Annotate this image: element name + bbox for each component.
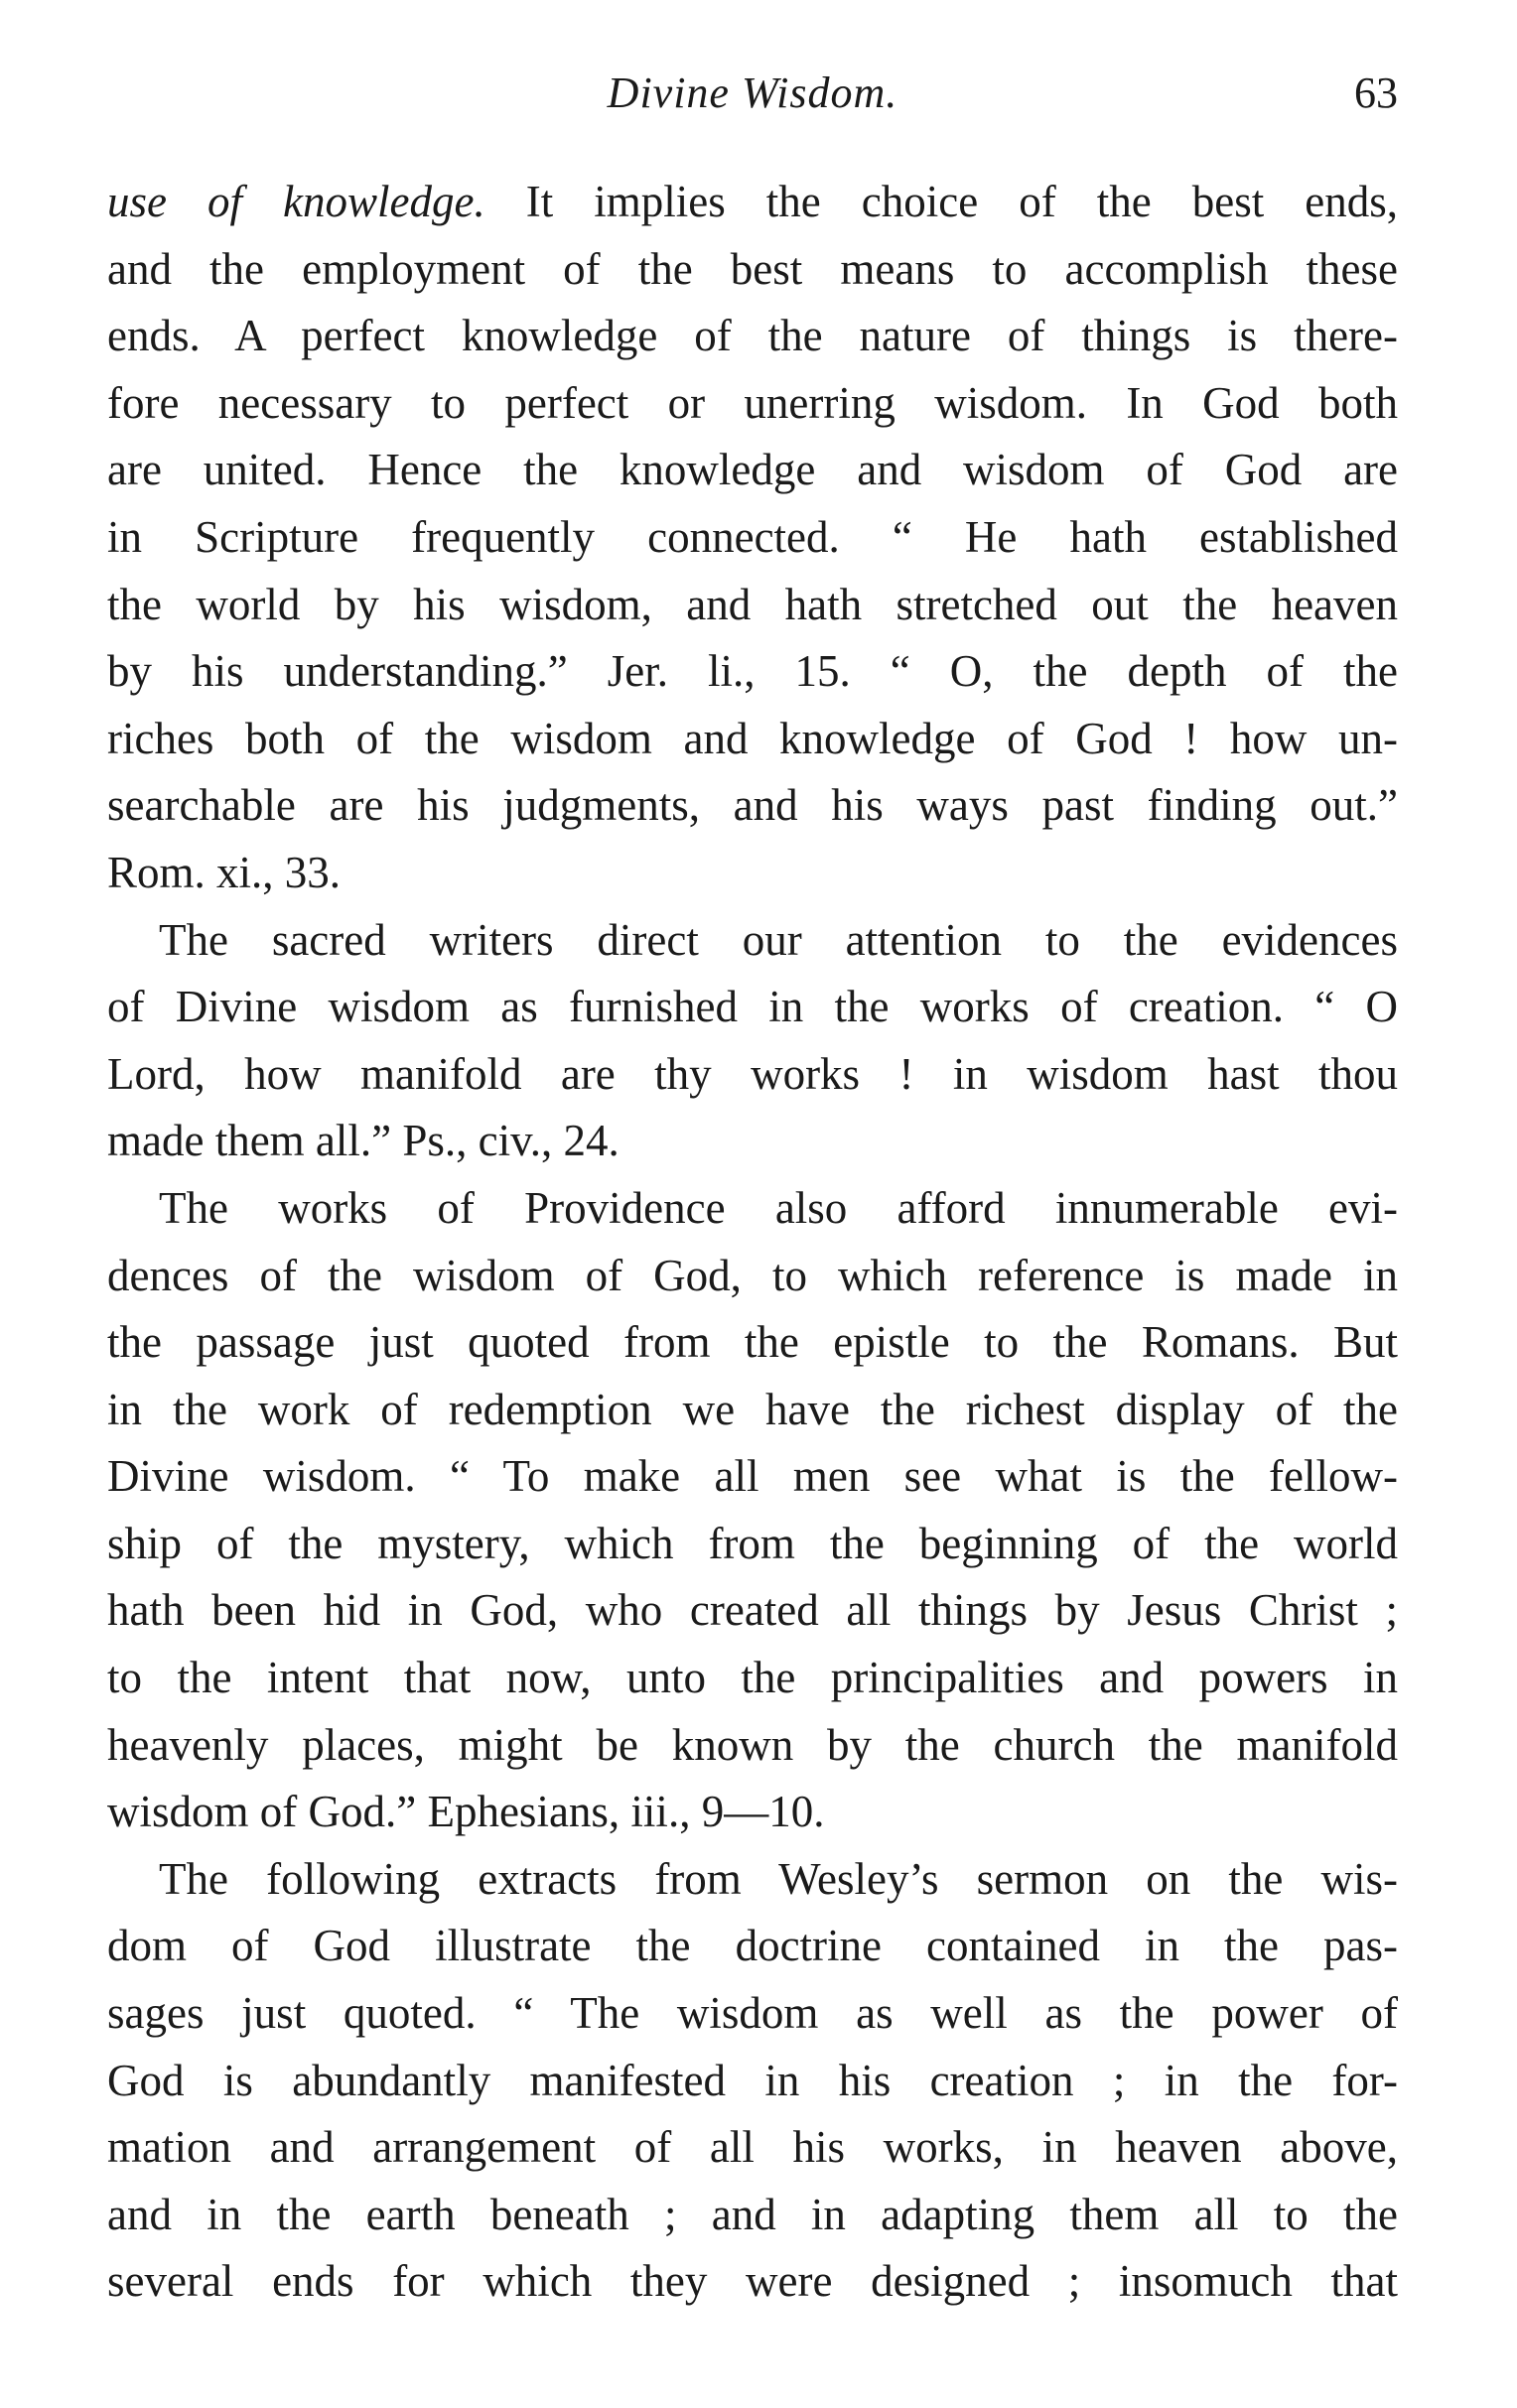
text-line: are united. Hence the knowledge and wisdom of God are	[107, 445, 1398, 495]
text-span: It implies the choice of the best ends,	[484, 177, 1398, 226]
text-line: to the intent that now, unto the principalities and powers in	[107, 1653, 1398, 1703]
text-line: searchable are his judgments, and his ways past finding out.”	[107, 780, 1398, 831]
text-line: several ends for which they were designed ; insomuch that	[107, 2256, 1398, 2307]
text-line: ship of the mystery, which from the beginning of the world	[107, 1518, 1398, 1568]
text-line: The sacred writers direct our attention to the evidences	[159, 914, 1398, 965]
running-head	[107, 60, 1398, 129]
text-line: heavenly places, might be known by the church the manifold	[107, 1719, 1398, 1770]
text-line	[107, 169, 1398, 236]
text-line: The following extracts from Wesley’s sermon on the wis-	[159, 1853, 1398, 1904]
text-line: hath been hid in God, who created all things by Jesus Christ ;	[107, 1585, 1398, 1636]
text-line: riches both of the wisdom and knowledge of God ! how un-	[107, 713, 1398, 763]
paragraph-1	[107, 169, 1398, 907]
text-line: sages just quoted. “ The wisdom as well as the power of	[107, 1988, 1398, 2039]
italic-phrase: use of knowledge.	[107, 177, 485, 226]
text-line: the passage just quoted from the epistle to the Romans. But	[107, 1317, 1398, 1368]
paragraph-3	[107, 1175, 1398, 1846]
text-line: in the work of redemption we have the richest display of the	[107, 1384, 1398, 1434]
text-line: by his understanding.” Jer. li., 15. “ O, the depth of the	[107, 646, 1398, 697]
body-text	[107, 169, 1398, 2316]
text-line: ends. A perfect knowledge of the nature of things is there-	[107, 311, 1398, 361]
page-number: 63	[1354, 68, 1398, 117]
text-line: Lord, how manifold are thy works ! in wisdom hast thou	[107, 1048, 1398, 1099]
text-line: dom of God illustrate the doctrine contained in the pas-	[107, 1921, 1398, 1971]
running-title: Divine Wisdom.	[607, 68, 898, 117]
paragraph-2	[107, 907, 1398, 1175]
text-line: wisdom of God.” Ephesians, iii., 9—10.	[107, 1787, 825, 1837]
text-line: made them all.” Ps., civ., 24.	[107, 1116, 620, 1166]
paragraph-4	[107, 1846, 1398, 2316]
text-line: fore necessary to perfect or unerring wisdom. In God both	[107, 377, 1398, 428]
text-line: dences of the wisdom of God, to which reference is made in	[107, 1250, 1398, 1300]
text-line: and the employment of the best means to accomplish these	[107, 243, 1398, 294]
text-line: Divine wisdom. “ To make all men see what is the fellow-	[107, 1451, 1398, 1502]
text-line: God is abundantly manifested in his creation ; in the for-	[107, 2055, 1398, 2105]
text-line: in Scripture frequently connected. “ He hath established	[107, 511, 1398, 562]
text-line: of Divine wisdom as furnished in the works of creation. “ O	[107, 982, 1398, 1032]
text-line: Rom. xi., 33.	[107, 847, 342, 897]
text-line: the world by his wisdom, and hath stretched out the heaven	[107, 579, 1398, 629]
text-line: mation and arrangement of all his works, in heaven above,	[107, 2122, 1398, 2173]
text-line: and in the earth beneath ; and in adapting them all to the	[107, 2189, 1398, 2239]
text-line: The works of Providence also afford innumerable evi-	[159, 1182, 1398, 1233]
